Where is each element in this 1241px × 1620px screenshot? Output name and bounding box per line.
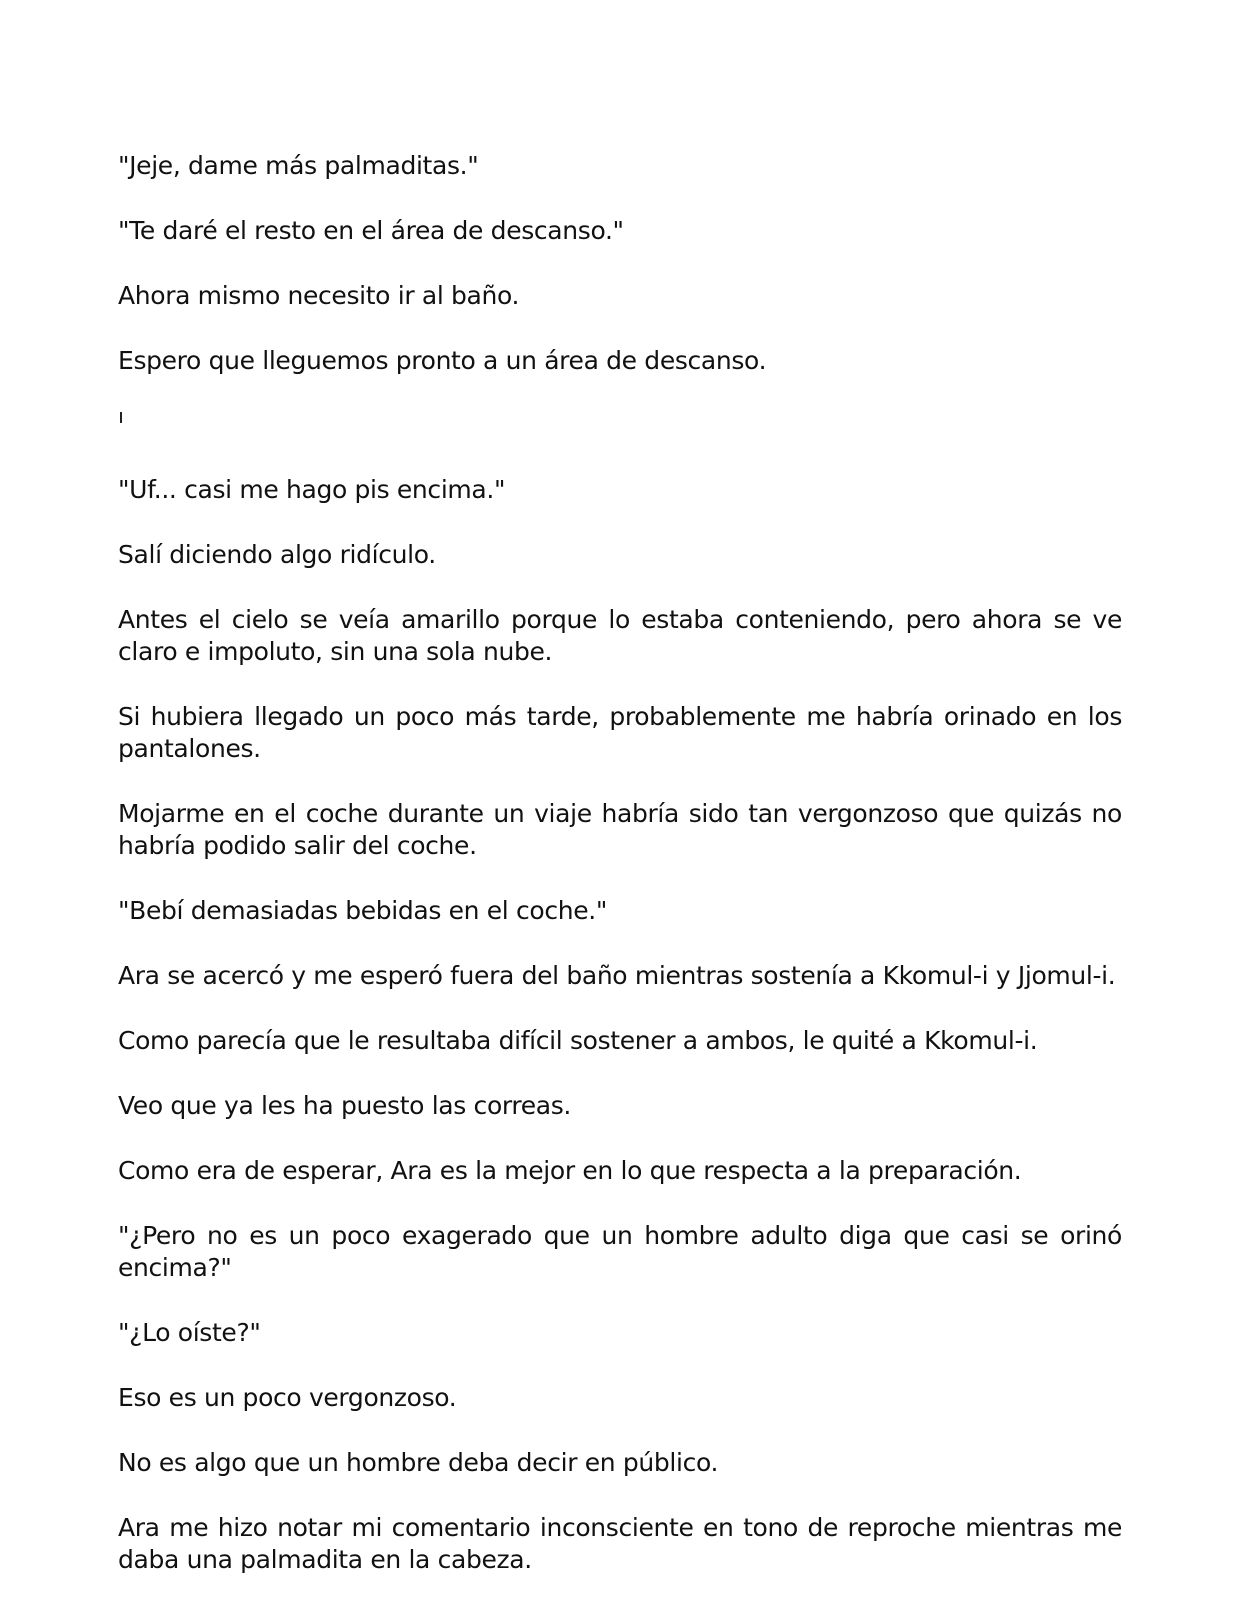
paragraph: "Uf... casi me hago pis encima." bbox=[118, 475, 506, 504]
paragraph: Como era de esperar, Ara es la mejor en lo que respecta a la preparación. bbox=[118, 1156, 1022, 1185]
document-body bbox=[118, 150, 1122, 1609]
paragraph: "Bebí demasiadas bebidas en el coche." bbox=[118, 896, 607, 925]
paragraph: Ara se acercó y me esperó fuera del baño mientras sostenía a Kkomul-i y Jjomul-i. bbox=[118, 961, 1116, 990]
paragraph: Ahora mismo necesito ir al baño. bbox=[118, 281, 520, 310]
paragraph: Espero que lleguemos pronto a un área de descanso. bbox=[118, 346, 767, 375]
paragraph: Mojarme en el coche durante un viaje habría sido tan vergonzoso que quizás no habría podido salir del coche. bbox=[118, 799, 1122, 860]
paragraph: Eso es un poco vergonzoso. bbox=[118, 1383, 457, 1412]
paragraph: "¿Pero no es un poco exagerado que un hombre adulto diga que casi se orinó encima?" bbox=[118, 1221, 1122, 1282]
paragraph: Veo que ya les ha puesto las correas. bbox=[118, 1091, 572, 1120]
paragraph: "Te daré el resto en el área de descanso." bbox=[118, 216, 624, 245]
paragraph: Antes el cielo se veía amarillo porque lo estaba conteniendo, pero ahora se ve claro e impoluto, sin una sola nube. bbox=[118, 605, 1122, 666]
stray-mark bbox=[120, 412, 122, 423]
paragraph: No es algo que un hombre deba decir en público. bbox=[118, 1448, 719, 1477]
paragraph: Si hubiera llegado un poco más tarde, probablemente me habría orinado en los pantalones. bbox=[118, 702, 1122, 763]
paragraph: Como parecía que le resultaba difícil sostener a ambos, le quité a Kkomul-i. bbox=[118, 1026, 1038, 1055]
paragraph: Salí diciendo algo ridículo. bbox=[118, 540, 436, 569]
paragraph: "Jeje, dame más palmaditas." bbox=[118, 151, 479, 180]
paragraph: "¿Lo oíste?" bbox=[118, 1318, 261, 1347]
paragraph: Ara me hizo notar mi comentario inconsciente en tono de reproche mientras me daba una palmadita en la cabeza. bbox=[118, 1513, 1122, 1574]
